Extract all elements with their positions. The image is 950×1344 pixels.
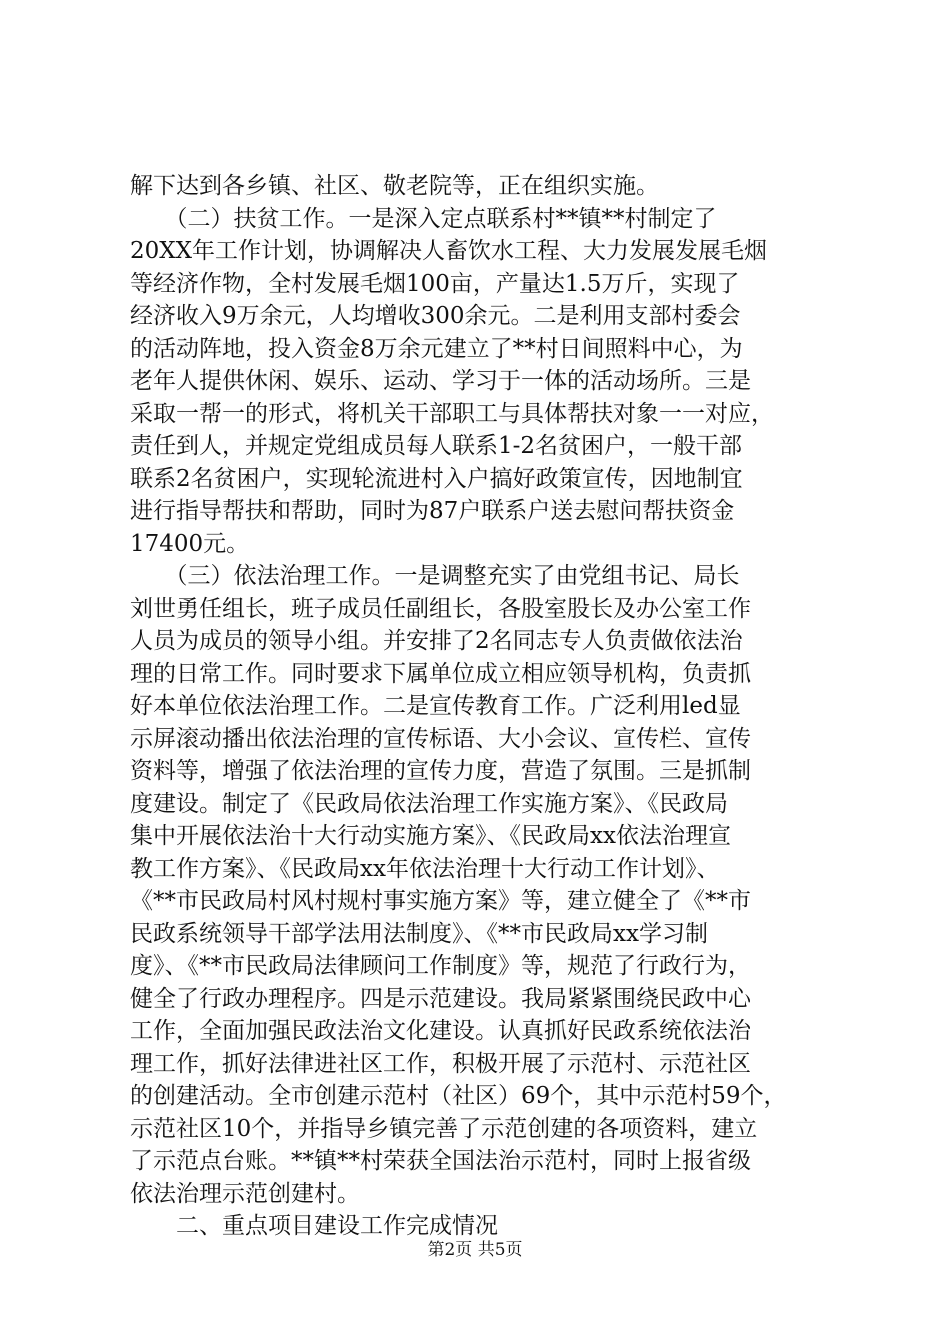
text-line: 理工作，抓好法律进社区工作，积极开展了示范村、示范社区 — [130, 1050, 751, 1077]
text-line: 好本单位依法治理工作。二是宣传教育工作。广泛利用led显 — [130, 693, 741, 719]
text-line: 度》、《**市民政局法律顾问工作制度》等，规范了行政行为， — [130, 953, 751, 979]
text-line: 二、重点项目建设工作完成情况 — [130, 1213, 498, 1239]
text-line: 老年人提供休闲、娱乐、运动、学习于一体的活动场所。三是 — [130, 368, 751, 394]
text-line: 人员为成员的领导小组。并安排了2名同志专人负责做依法治 — [130, 628, 743, 654]
text-line: 示范社区10个，并指导乡镇完善了示范创建的各项资料，建立 — [130, 1115, 758, 1142]
text-line: 了示范点台账。**镇**村荣获全国法治示范村，同时上报省级 — [130, 1148, 751, 1174]
text-line: 《**市民政局村风村规村事实施方案》等，建立健全了《**市 — [130, 888, 751, 914]
text-line: 民政系统领导干部学法用法制度》、《**市民政局xx学习制 — [130, 920, 708, 947]
text-line: 资料等，增强了依法治理的宣传力度，营造了氛围。三是抓制 — [130, 758, 751, 784]
text-line: 理的日常工作。同时要求下属单位成立相应领导机构，负责抓 — [130, 660, 751, 687]
text-line: 20XX年工作计划，协调解决人畜饮水工程、大力发展发展毛烟 — [130, 238, 768, 264]
text-line: （三）依法治理工作。一是调整充实了由党组书记、局长 — [130, 563, 740, 589]
page-footer: 第2页 共5页 — [427, 1240, 523, 1260]
text-line: 采取一帮一的形式，将机关干部职工与具体帮扶对象一一对应， — [130, 400, 774, 427]
text-line: 进行指导帮扶和帮助，同时为87户联系户送去慰问帮扶资金 — [130, 498, 735, 524]
text-line: 的活动阵地，投入资金8万余元建立了**村日间照料中心，为 — [130, 335, 743, 362]
text-line: 17400元。 — [130, 530, 250, 557]
text-line: （二）扶贫工作。一是深入定点联系村**镇**村制定了 — [130, 205, 717, 232]
text-line: 的创建活动。全市创建示范村（社区）69个，其中示范村59个， — [130, 1083, 787, 1109]
text-line: 刘世勇任组长，班子成员任副组长，各股室股长及办公室工作 — [130, 595, 751, 622]
text-line: 集中开展依法治十大行动实施方案》、《民政局xx依法治理宣 — [130, 823, 731, 849]
text-line: 度建设。制定了《民政局依法治理工作实施方案》、《民政局 — [130, 790, 728, 817]
text-line: 示屏滚动播出依法治理的宣传标语、大小会议、宣传栏、宣传 — [130, 725, 751, 752]
text-line: 等经济作物，全村发展毛烟100亩，产量达1.5万斤，实现了 — [130, 270, 740, 297]
document-body — [130, 170, 826, 1243]
text-line: 工作，全面加强民政法治文化建设。认真抓好民政系统依法治 — [130, 1018, 751, 1044]
text-line: 责任到人，并规定党组成员每人联系1-2名贫困户，一般干部 — [130, 433, 743, 459]
text-line: 依法治理示范创建村。 — [130, 1180, 360, 1207]
text-line: 联系2名贫困户，实现轮流进村入户搞好政策宣传，因地制宜 — [130, 465, 743, 492]
text-line: 解下达到各乡镇、社区、敬老院等，正在组织实施。 — [130, 173, 659, 199]
text-line: 健全了行政办理程序。四是示范建设。我局紧紧围绕民政中心 — [130, 985, 751, 1012]
text-line: 教工作方案》、《民政局xx年依法治理十大行动工作计划》、 — [130, 855, 720, 882]
text-line: 经济收入9万余元，人均增收300余元。二是利用支部村委会 — [130, 303, 741, 329]
